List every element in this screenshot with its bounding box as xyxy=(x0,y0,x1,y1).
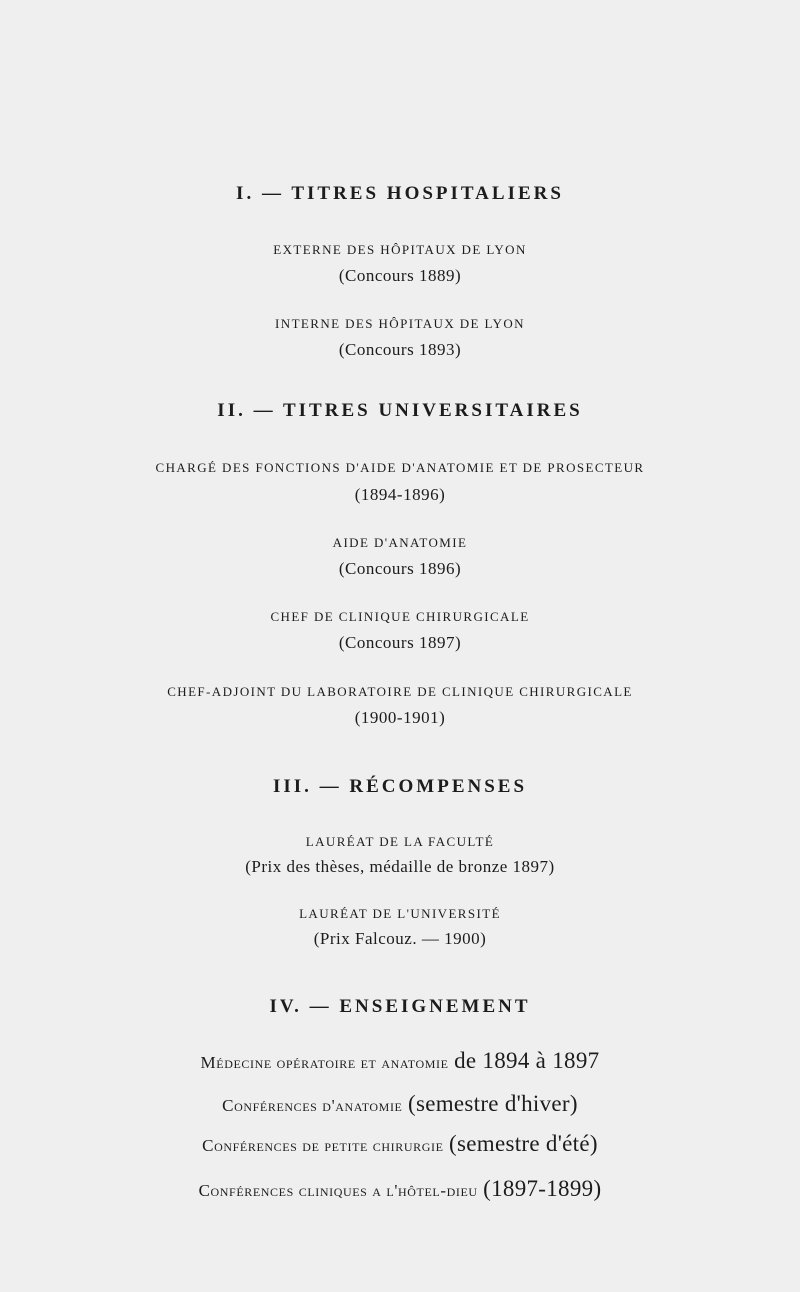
item-detail-aide-anatomie: (Concours 1896) xyxy=(338,559,462,578)
section-heading-university-titles: II. — TITRES UNIVERSITAIRES xyxy=(217,400,583,421)
teaching-label-cliniques: Conférences cliniques a l'hôtel-dieu xyxy=(198,1181,478,1200)
item-title-externe: EXTERNE DES HÔPITAUX DE LYON xyxy=(273,242,527,257)
teaching-line-cliniques xyxy=(0,1176,800,1202)
item-detail-externe: (Concours 1889) xyxy=(338,266,462,285)
item-title-chef-clinique: CHEF DE CLINIQUE CHIRURGICALE xyxy=(270,609,530,624)
teaching-label-anatomie: Conférences d'anatomie xyxy=(222,1096,403,1115)
section-heading-awards: III. — RÉCOMPENSES xyxy=(272,776,528,797)
section-heading-teaching: IV. — ENSEIGNEMENT xyxy=(269,996,531,1017)
item-detail-chef-adjoint: (1900-1901) xyxy=(354,708,446,727)
item-detail-laureat-universite: (Prix Falcouz. — 1900) xyxy=(313,929,487,948)
item-title-laureat-universite: LAURÉAT DE L'UNIVERSITÉ xyxy=(299,906,501,921)
item-title-laureat-faculte: LAURÉAT DE LA FACULTÉ xyxy=(305,834,495,849)
section-heading-hospital-titles: I. — TITRES HOSPITALIERS xyxy=(236,183,564,204)
teaching-detail-chirurgie: (semestre d'été) xyxy=(449,1131,598,1156)
item-title-prosecteur: CHARGÉ DES FONCTIONS D'AIDE D'ANATOMIE ET DE PROSECTEUR xyxy=(155,460,645,475)
item-detail-interne: (Concours 1893) xyxy=(338,340,462,359)
item-detail-prosecteur: (1894-1896) xyxy=(354,485,446,504)
item-title-chef-adjoint: CHEF-ADJOINT DU LABORATOIRE DE CLINIQUE CHIRURGICALE xyxy=(167,684,633,699)
teaching-line-medecine xyxy=(0,1048,800,1074)
teaching-label-medecine: Médecine opératoire et anatomie xyxy=(200,1053,449,1072)
teaching-detail-medecine: de 1894 à 1897 xyxy=(454,1048,600,1073)
item-title-aide-anatomie: AIDE D'ANATOMIE xyxy=(332,535,468,550)
teaching-label-chirurgie: Conférences de petite chirurgie xyxy=(202,1136,444,1155)
teaching-line-chirurgie xyxy=(0,1131,800,1157)
teaching-detail-anatomie: (semestre d'hiver) xyxy=(407,1091,578,1116)
item-detail-chef-clinique: (Concours 1897) xyxy=(338,633,462,652)
teaching-detail-cliniques: (1897-1899) xyxy=(483,1176,602,1201)
item-detail-laureat-faculte: (Prix des thèses, médaille de bronze 1897) xyxy=(245,857,555,876)
teaching-line-anatomie xyxy=(0,1091,800,1117)
item-title-interne: INTERNE DES HÔPITAUX DE LYON xyxy=(275,316,525,331)
